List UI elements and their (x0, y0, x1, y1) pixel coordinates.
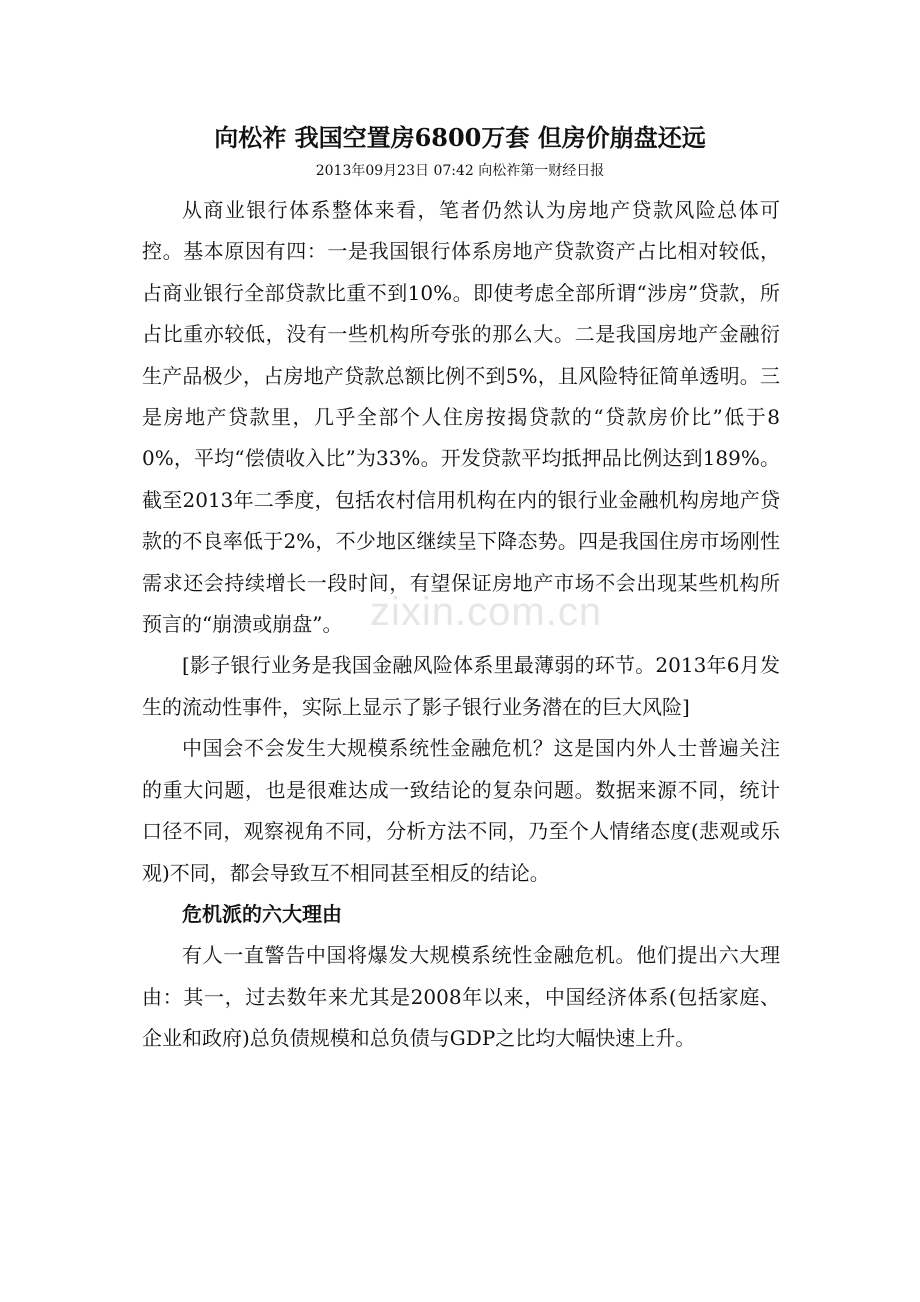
paragraph: [影子银行业务是我国金融风险体系里最薄弱的环节。2013年6月发生的流动性事件，实际上显示了影子银行业务潜在的巨大风险] (142, 653, 780, 719)
watermark: zixin.com.cn (370, 590, 603, 634)
article-title: 向松祚 我国空置房6800万套 但房价崩盘还远 (214, 123, 706, 152)
paragraph: 中国会不会发生大规模系统性金融危机？这是国内外人士普遍关注的重大问题，也是很难达成一致结论的复杂问题。数据来源不同，统计口径不同，观察视角不同，分析方法不同，乃至个人情绪态度(悲观或乐观)不同，都会导致互不相同甚至相反的结论。 (142, 736, 780, 885)
article-byline: 2013年09月23日 07:42 向松祚第一财经日报 (315, 163, 605, 179)
paragraph: 从商业银行体系整体来看，笔者仍然认为房地产贷款风险总体可控。基本原因有四：一是我国银行体系房地产贷款资产占比相对较低，占商业银行全部贷款比重不到10%。即使考虑全部所谓“涉房”贷款，所占比重亦较低，没有一些机构所夸张的那么大。二是我国房地产金融衍生产品极少，占房地产贷款总额比例不到5%，且风险特征简单透明。三是房地产贷款里，几乎全部个人住房按揭贷款的“贷款房价比”低于80%，平均“偿债收入比”为33%。开发贷款平均抵押品比例达到189%。截至2013年二季度，包括农村信用机构在内的银行业金融机构房地产贷款的不良率低于2%，不少地区继续呈下降态势。四是我国住房市场刚性需求还会持续增长一段时间，有望保证房地产市场不会出现某些机构所预言的“崩溃或崩盘”。 (142, 198, 780, 637)
paragraph: 有人一直警告中国将爆发大规模系统性金融危机。他们提出六大理由：其一，过去数年来尤其是2008年以来，中国经济体系(包括家庭、企业和政府)总负债规模和总负债与GDP之比均大幅快速上升。 (142, 943, 780, 1051)
article-body (142, 190, 780, 1060)
section-heading: 危机派的六大理由 (182, 901, 342, 926)
